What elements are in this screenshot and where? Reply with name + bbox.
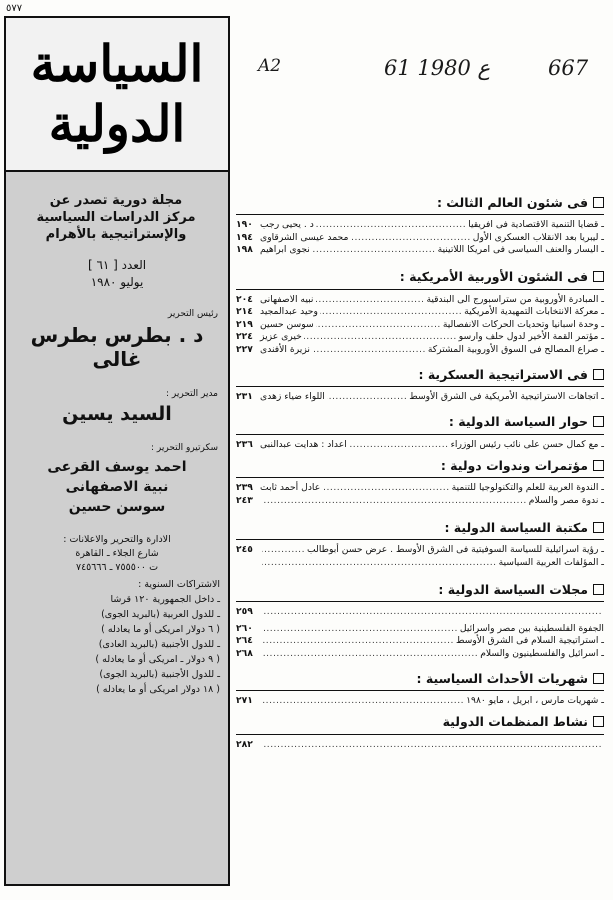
admin-line: شارع الجلاء ـ القاهرة bbox=[75, 548, 159, 559]
leader-dots bbox=[315, 294, 424, 307]
checkbox-bullet-icon bbox=[593, 369, 604, 380]
section-title: نشاط المنظمات الدولية bbox=[442, 714, 588, 729]
toc-section-heading bbox=[236, 267, 604, 287]
entry-title: ـ صراع المصالح فى السوق الأوروبية المشتركة bbox=[427, 343, 604, 355]
subscription-line: ( ٦ دولار امريكى أو ما يعادله ) bbox=[101, 624, 220, 635]
entry-title: ـ المؤلفات العربية السياسية bbox=[498, 556, 604, 568]
entry-page: ١٩٠ bbox=[236, 219, 253, 230]
leader-dots bbox=[262, 606, 602, 619]
handwritten-note-right: 667 bbox=[548, 56, 589, 80]
entry-author: نبيه الاصفهانى bbox=[260, 293, 314, 305]
secretary-name: سوسن حسين bbox=[68, 499, 166, 515]
toc-section-heading bbox=[236, 579, 604, 599]
leader-dots bbox=[262, 544, 305, 557]
section-title: فى الاستراتيجية العسكرية : bbox=[418, 366, 588, 382]
leader-dots bbox=[322, 482, 449, 495]
entry-title: ـ استراتيجية السلام فى الشرق الأوسط bbox=[455, 635, 604, 646]
leader-dots bbox=[262, 557, 497, 570]
section-title: فى شئون العالم الثالث : bbox=[436, 194, 588, 210]
entry-title: ـ معركة الانتخابات التمهيدية الأمريكية bbox=[464, 306, 604, 317]
toc-entry bbox=[236, 648, 604, 661]
entry-page: ٢٠٤ bbox=[236, 293, 253, 305]
toc-section bbox=[236, 623, 604, 661]
entry-author: اعداد : هدايت عبدالنبى bbox=[260, 438, 347, 450]
toc-entry bbox=[236, 606, 604, 619]
admin-line: الادارة والتحرير والاعلانات : bbox=[63, 534, 171, 545]
section-title: مجلات السياسة الدولية : bbox=[438, 581, 588, 597]
subscription-line: ( ١٨ دولار امريكى أو ما يعادله ) bbox=[96, 684, 220, 695]
handwritten-note-mid: 61 ع 1980 bbox=[384, 56, 491, 80]
entry-page: ٢٢٧ bbox=[236, 343, 253, 355]
toc-section bbox=[236, 412, 604, 452]
toc-entry bbox=[236, 439, 604, 452]
entry-page: ٢٣٦ bbox=[236, 438, 253, 450]
leader-dots bbox=[320, 306, 462, 319]
secretary-name: احمد يوسف القرعى bbox=[47, 459, 187, 475]
toc-entry bbox=[236, 495, 604, 508]
checkbox-bullet-icon bbox=[593, 416, 604, 427]
toc-entry bbox=[236, 319, 604, 332]
issue-number: العدد [ ٦١ ] bbox=[87, 258, 147, 272]
director-name: السيد يسين bbox=[62, 403, 172, 425]
toc-entry bbox=[236, 391, 604, 404]
leader-dots bbox=[350, 232, 470, 245]
entry-author: نجوى ابراهيم bbox=[260, 244, 310, 255]
entry-page: ٢٨٢ bbox=[236, 738, 253, 750]
section-title: مكتبة السياسة الدولية : bbox=[444, 519, 588, 535]
entry-title: ـ ليبريا بعد الانقلاب العسكرى الأول bbox=[472, 231, 604, 243]
leader-dots bbox=[262, 623, 458, 636]
toc-entry bbox=[236, 739, 604, 752]
toc-section bbox=[236, 579, 604, 619]
leader-dots bbox=[262, 495, 527, 508]
leader-dots bbox=[304, 331, 457, 344]
leader-dots bbox=[262, 695, 464, 708]
section-divider bbox=[236, 434, 604, 435]
entry-author: د . يحيى رجب bbox=[260, 219, 314, 230]
section-divider bbox=[236, 214, 604, 215]
checkbox-bullet-icon bbox=[593, 584, 604, 595]
director-label: مدير التحرير : bbox=[166, 389, 218, 399]
entry-title: ـ رؤية اسرائيلية للسياسة السوفيتية فى الشرق الأوسط . عرض حسن أبوطالب bbox=[307, 544, 604, 555]
section-divider bbox=[236, 386, 604, 387]
leader-dots bbox=[316, 319, 441, 332]
subscriptions bbox=[6, 575, 228, 697]
entry-page: ١٩٨ bbox=[236, 244, 253, 255]
section-divider bbox=[236, 690, 604, 691]
section-title: حوار السياسة الدولية : bbox=[448, 414, 588, 429]
toc-section bbox=[236, 364, 604, 404]
leader-dots bbox=[312, 244, 436, 257]
toc-section bbox=[236, 267, 604, 357]
leader-dots bbox=[262, 635, 454, 648]
toc-section bbox=[236, 192, 604, 257]
section-divider bbox=[236, 734, 604, 735]
entry-author: عادل أحمد ثابت bbox=[260, 482, 321, 493]
entry-author: نزيرة الأفندى bbox=[260, 343, 310, 355]
checkbox-bullet-icon bbox=[593, 716, 604, 727]
entry-page: ٢٣٩ bbox=[236, 482, 253, 493]
entry-page: ٢٤٥ bbox=[236, 544, 253, 555]
entry-page: ٢٣١ bbox=[236, 391, 253, 402]
toc-entry bbox=[236, 219, 604, 232]
logo-line-1: السياسة bbox=[30, 34, 204, 93]
description-line: والإستراتيجية بالأهرام bbox=[45, 227, 187, 242]
toc-section-heading bbox=[236, 455, 604, 475]
entry-title: ـ وحدة اسبانيا وتحديات الحركات الانفصالية bbox=[442, 318, 604, 330]
toc-entry bbox=[236, 344, 604, 357]
entry-page: ٢٦٤ bbox=[236, 635, 253, 646]
masthead-description bbox=[6, 172, 228, 243]
toc-section-heading bbox=[236, 192, 604, 212]
leader-dots bbox=[316, 219, 466, 232]
chief-editor-label: رئيس التحرير bbox=[167, 309, 218, 319]
leader-dots bbox=[312, 344, 426, 357]
entry-page: ٢٤٣ bbox=[236, 494, 253, 506]
entry-author: خيرى عزيز bbox=[260, 331, 302, 342]
section-title: فى الشئون الأوربية الأمريكية : bbox=[399, 269, 588, 284]
secretaries-list bbox=[6, 457, 228, 517]
checkbox-bullet-icon bbox=[593, 673, 604, 684]
logo-line-2: الدولية bbox=[48, 94, 186, 153]
entry-author: سوسن حسين bbox=[260, 318, 314, 330]
entry-page: ٢٧١ bbox=[236, 695, 253, 706]
entry-title: ـ اليسار والعنف السياسى فى امريكا اللاتينية bbox=[437, 244, 604, 255]
magazine-logo bbox=[6, 18, 228, 172]
entry-title: ـ قضايا التنمية الاقتصادية فى افريقيا bbox=[468, 219, 604, 230]
section-divider bbox=[236, 477, 604, 478]
description-line: مركز الدراسات السياسية bbox=[36, 210, 196, 225]
secretaries-label: سكرتيرو التحرير : bbox=[151, 443, 218, 453]
toc-entry bbox=[236, 294, 604, 307]
toc-section bbox=[236, 455, 604, 507]
toc-section bbox=[236, 517, 604, 569]
toc-entry bbox=[236, 306, 604, 319]
toc-section-heading bbox=[236, 668, 604, 688]
subscription-line: ـ للدول العربية (بالبريد الجوى) bbox=[101, 609, 220, 620]
masthead-column bbox=[4, 16, 230, 886]
toc-entry bbox=[236, 635, 604, 648]
toc-section-heading bbox=[236, 712, 604, 732]
page-number: ٥٧٧ bbox=[6, 3, 23, 14]
leader-dots bbox=[262, 648, 478, 661]
entry-page: ٢١٤ bbox=[236, 306, 253, 317]
checkbox-bullet-icon bbox=[593, 197, 604, 208]
toc-entry bbox=[236, 244, 604, 257]
handwritten-note-left: A2 bbox=[258, 56, 282, 76]
checkbox-bullet-icon bbox=[593, 460, 604, 471]
subscription-line: ( ٩ دولار ـ امريكى أو ما يعادله ) bbox=[95, 654, 220, 665]
toc-section-heading bbox=[236, 517, 604, 537]
subscription-line: ـ للدول الأجنبية (بالبريد العادى) bbox=[98, 639, 220, 650]
entry-page: ٢٦٨ bbox=[236, 647, 253, 659]
section-divider bbox=[236, 289, 604, 290]
toc-section-heading bbox=[236, 412, 604, 432]
issue-date: يوليو ١٩٨٠ bbox=[90, 275, 144, 289]
issue-info bbox=[6, 257, 228, 291]
section-divider bbox=[236, 539, 604, 540]
toc-section bbox=[236, 712, 604, 752]
entry-author: اللواء ضياء زهدى bbox=[260, 391, 325, 402]
entry-page: ٢١٩ bbox=[236, 318, 253, 330]
description-line: مجلة دورية تصدر عن bbox=[49, 193, 183, 208]
entry-title: ـ الندوة العربية للعلم والتكنولوجيا للتنمية bbox=[451, 482, 604, 493]
entry-title: ـ اتجاهات الاستراتيجية الأمريكية فى الشرق الأوسط bbox=[409, 391, 604, 402]
checkbox-bullet-icon bbox=[593, 522, 604, 533]
entry-author: محمد عيسى الشرقاوى bbox=[260, 231, 349, 243]
leader-dots bbox=[262, 739, 602, 752]
toc-section bbox=[236, 668, 604, 708]
admin-address bbox=[6, 533, 228, 575]
toc-entry bbox=[236, 623, 604, 636]
section-title: مؤتمرات وندوات دولية : bbox=[440, 457, 588, 473]
subscription-line: ـ داخل الجمهورية ١٢٠ قرشا bbox=[110, 594, 220, 605]
leader-dots bbox=[349, 439, 449, 452]
chief-editor-name: د . بطرس بطرس غالى bbox=[30, 323, 204, 371]
subscription-line: الاشتراكات السنوية : bbox=[138, 579, 220, 590]
toc-entry bbox=[236, 695, 604, 708]
entry-page: ٢٥٩ bbox=[236, 606, 253, 617]
entry-page: ٢٦٠ bbox=[236, 622, 253, 634]
entry-page: ١٩٤ bbox=[236, 231, 253, 243]
toc-entry bbox=[236, 331, 604, 344]
entry-title: ـ شهريات مارس ، ابريل ، مايو ١٩٨٠ bbox=[466, 695, 604, 706]
entry-author: وحيد عبدالمجيد bbox=[260, 306, 318, 317]
entry-title: ـ مؤتمر القمة الأخير لدول حلف وارسو bbox=[458, 331, 604, 342]
checkbox-bullet-icon bbox=[593, 271, 604, 282]
toc-section-heading bbox=[236, 364, 604, 384]
entry-title: الجفوة الفلسطينية بين مصر واسرائيل bbox=[459, 622, 604, 634]
toc-entry bbox=[236, 232, 604, 245]
section-divider bbox=[236, 601, 604, 602]
section-title: شهريات الأحداث السياسية : bbox=[416, 670, 588, 686]
table-of-contents bbox=[236, 186, 604, 751]
toc-entry bbox=[236, 544, 604, 557]
entry-title: ـ المبادرة الأوروبية من ستراسبورج الى البندقية bbox=[426, 293, 604, 305]
leader-dots bbox=[327, 391, 407, 404]
entry-title: ـ اسرائيل والفلسطينيون والسلام bbox=[480, 647, 604, 659]
entry-title: ـ مع كمال حسن على نائب رئيس الوزراء bbox=[450, 438, 604, 450]
secretary-name: نبية الاصفهانى bbox=[65, 479, 169, 495]
entry-page: ٢٢٤ bbox=[236, 331, 253, 342]
entry-title: ـ ندوة مصر والسلام bbox=[528, 494, 604, 506]
toc-entry bbox=[236, 482, 604, 495]
admin-line: ت ٧٥٥٥٠٠ ـ ٧٤٥٦٦٦ bbox=[75, 562, 159, 573]
subscription-line: ـ للدول الأجنبية (بالبريد الجوى) bbox=[99, 669, 220, 680]
toc-entry bbox=[236, 557, 604, 570]
